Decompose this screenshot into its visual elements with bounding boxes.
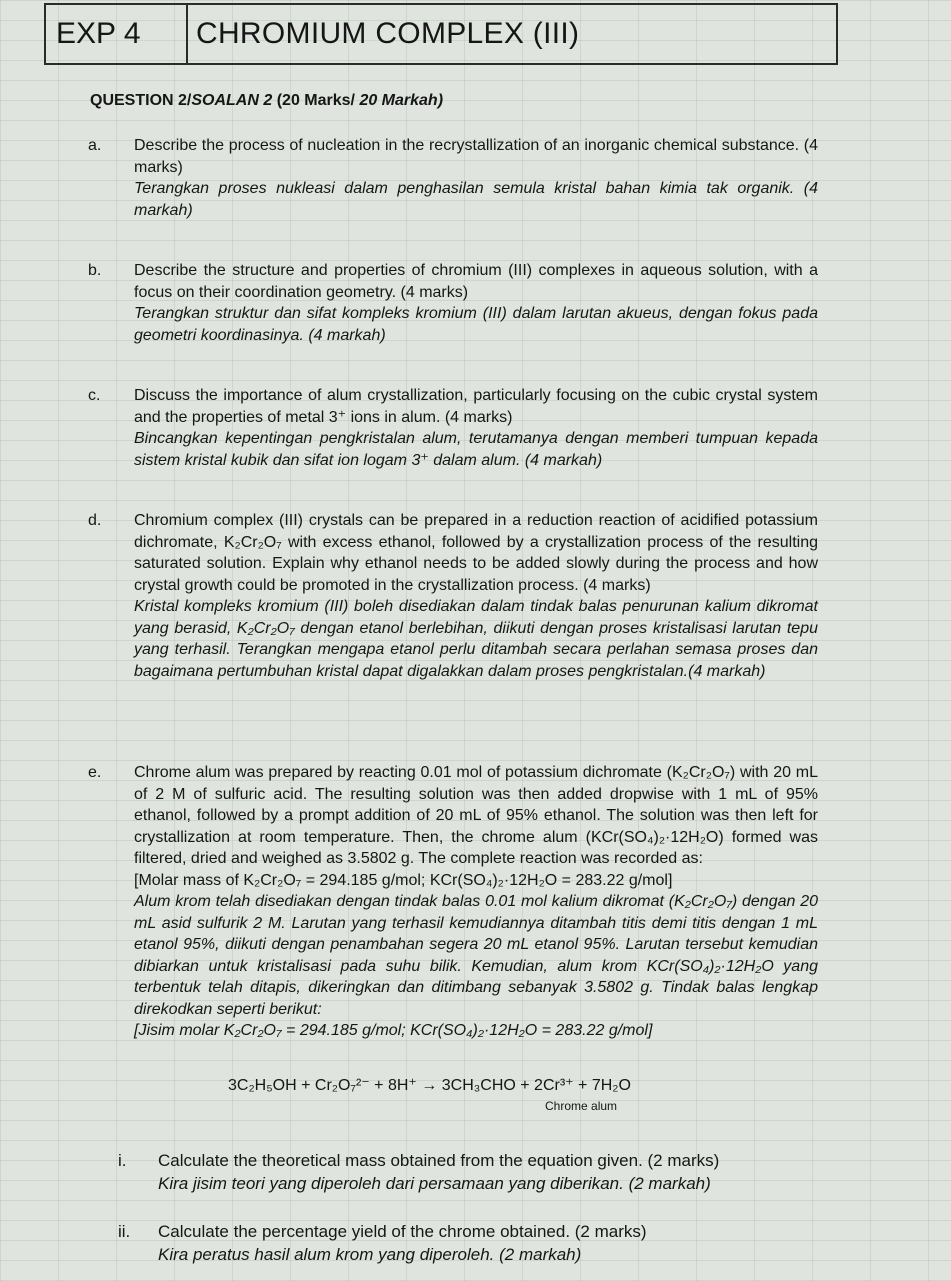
part-text-en: Describe the structure and properties of chromium (III) complexes in aqueous solution, with a focus on their coordination geometry. (4 marks) xyxy=(134,262,818,301)
part-text-en: Discuss the importance of alum crystallization, particularly focusing on the cubic crystal system and the properties of metal 3⁺ ions in alum. (4 marks) xyxy=(134,387,818,426)
subpart-text-ms: Kira peratus hasil alum krom yang diperoleh. (2 markah) xyxy=(158,1245,582,1264)
question-heading xyxy=(90,92,443,110)
part-label: e. xyxy=(88,764,102,781)
molar-mass-ms: [Jisim molar K₂Cr₂O₇ = 294.185 g/mol; KCr(SO₄)₂·12H₂O = 283.22 g/mol] xyxy=(134,1022,653,1039)
part-e xyxy=(88,762,818,1042)
part-b xyxy=(88,260,818,346)
subpart-label: ii. xyxy=(118,1222,131,1241)
header-box xyxy=(44,3,838,65)
subpart-i xyxy=(118,1149,818,1195)
part-text-ms: Terangkan proses nukleasi dalam penghasilan semula kristal bahan kimia tak organik. (4 markah) xyxy=(134,180,818,219)
equation-caption: Chrome alum xyxy=(545,1099,618,1113)
part-label: a. xyxy=(88,137,102,154)
subpart-text-en: Calculate the theoretical mass obtained from the equation given. (2 marks) xyxy=(158,1151,720,1170)
part-a xyxy=(88,135,818,221)
part-text-ms: Alum krom telah disediakan dengan tindak balas 0.01 mol kalium dikromat (K₂Cr₂O₇) dengan 20 mL asid sulfurik 2 M. Larutan yang terhasil kemudiannya ditambah titis demi titis dengan 1 mL etanol 95%, diikuti dengan penambahan segera 20 mL etanol 95%. Larutan tersebut kemudian dibiarkan untuk kristalisasi pada suhu bilik. Kemudian, alum krom KCr(SO₄)₂·12H₂O yang terbentuk telah ditapis, dikeringkan dan ditimbang sebanyak 3.5802 g. Tindak balas lengkap direkodkan seperti berikut: xyxy=(134,893,818,1018)
part-c xyxy=(88,385,818,471)
part-label: b. xyxy=(88,262,102,279)
part-d xyxy=(88,510,818,682)
part-label: c. xyxy=(88,387,101,404)
part-text-en: Chromium complex (III) crystals can be prepared in a reduction reaction of acidified potassium dichromate, K₂Cr₂O₇ with excess ethanol, followed by a crystallization process of the resulting saturated solution. Explain why ethanol needs to be added slowly during the process and how crystal growth could be promoted in the crystallization process. (4 marks) xyxy=(134,512,818,594)
part-text-ms: Kristal kompleks kromium (III) boleh disediakan dalam tindak balas penurunan kalium dikromat yang berasid, K₂Cr₂O₇ dengan etanol berlebihan, diikuti dengan proses kristalisasi larutan tepu yang terhasil. Terangkan mengapa etanol perlu ditambah secara perlahan semasa proses dan bagaimana pertumbuhan kristal dapat digalakkan dalam proses pengkristalan.(4 markah) xyxy=(134,598,818,680)
part-text-ms: Bincangkan kepentingan pengkristalan alum, terutamanya dengan memberi tumpuan kepada sistem kristal kubik dan sifat ion logam 3⁺ dalam alum. (4 markah) xyxy=(134,430,818,469)
experiment-title: CHROMIUM COMPLEX (III) xyxy=(196,17,580,50)
molar-mass-en: [Molar mass of K₂Cr₂O₇ = 294.185 g/mol; KCr(SO₄)₂·12H₂O = 283.22 g/mol] xyxy=(134,871,673,889)
question-marks-en: (20 Marks/ xyxy=(276,92,355,109)
part-label: d. xyxy=(88,512,102,529)
part-text-en: Chrome alum was prepared by reacting 0.01 mol of potassium dichromate (K₂Cr₂O₇) with 20 mL of 2 M of sulfuric acid. The resulting solution was then added dropwise with 1 mL of 95% ethanol, followed by a prompt addition of 20 mL of 95% ethanol. The solution was then left for crystallization at room temperature. Then, the chrome alum (KCr(SO₄)₂·12H₂O) formed was filtered, dried and weighed as 3.5802 g. The complete reaction was recorded as: xyxy=(134,764,818,867)
subpart-ii xyxy=(118,1220,818,1266)
question-heading-en: QUESTION 2/ xyxy=(90,92,192,109)
subpart-text-ms: Kira jisim teori yang diperoleh dari persamaan yang diberikan. (2 markah) xyxy=(158,1174,711,1193)
question-marks-ms: 20 Markah) xyxy=(359,92,444,109)
part-text-ms: Terangkan struktur dan sifat kompleks kromium (III) dalam larutan akueus, dengan fokus pada geometri koordinasinya. (4 markah) xyxy=(134,305,818,344)
part-text-en: Describe the process of nucleation in the recrystallization of an inorganic chemical substance. (4 marks) xyxy=(134,137,818,176)
subpart-label: i. xyxy=(118,1151,127,1170)
subpart-text-en: Calculate the percentage yield of the chrome obtained. (2 marks) xyxy=(158,1222,647,1241)
experiment-number: EXP 4 xyxy=(46,5,188,63)
question-heading-ms: SOALAN 2 xyxy=(191,92,273,109)
reaction-equation: 3C₂H₅OH + Cr₂O₇²⁻ + 8H⁺ → 3CH₃CHO + 2Cr³⁺ + 7H₂O xyxy=(228,1077,631,1094)
